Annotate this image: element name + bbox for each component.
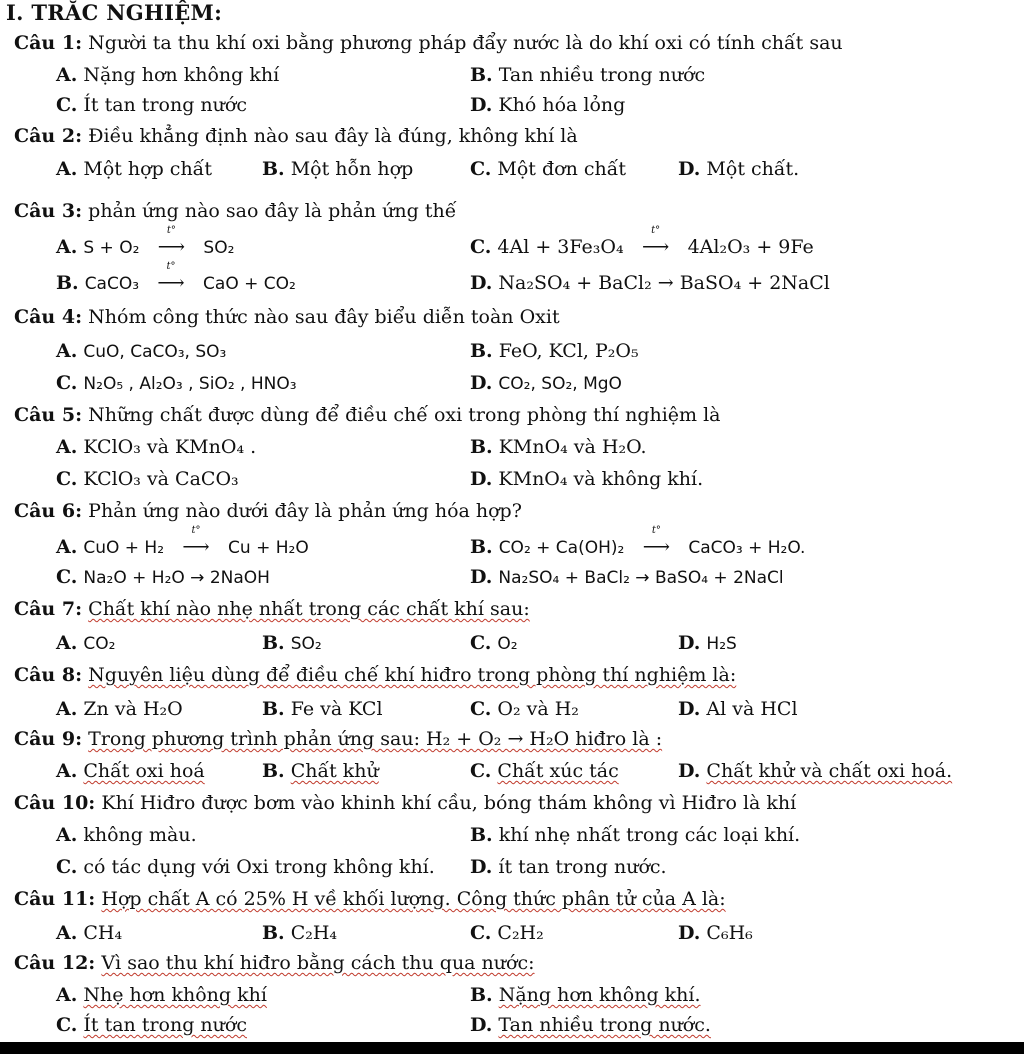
q7-option-b: B. SO₂ — [262, 632, 322, 654]
section-heading: I. TRẮC NGHIỆM: — [6, 0, 223, 25]
question-10: Câu 10: Khí Hiđro được bơm vào khinh khí cầu, bóng thám không vì Hiđro là khí — [14, 792, 797, 814]
q8-option-b: B. Fe và KCl — [262, 698, 383, 720]
bottom-edge-bar — [0, 1042, 1024, 1054]
q5-option-a: A. KClO₃ và KMnO₄ . — [56, 436, 257, 458]
q10-option-a: A. không màu. — [56, 824, 197, 846]
q12-option-b: B. Nặng hơn không khí. — [470, 984, 701, 1006]
q7-option-a: A. CO₂ — [56, 632, 116, 654]
q8-option-d: D. Al và HCl — [678, 698, 798, 720]
q9-option-c: C. Chất xúc tác — [470, 760, 619, 782]
question-8: Câu 8: Nguyên liệu dùng để điều chế khí hiđro trong phòng thí nghiệm là: — [14, 664, 737, 686]
q9-option-a: A. Chất oxi hoá — [56, 760, 205, 782]
q1-option-a: A. Nặng hơn không khí — [56, 64, 280, 86]
q8-option-c: C. O₂ và H₂ — [470, 698, 579, 720]
q11-option-c: C. C₂H₂ — [470, 922, 544, 944]
reaction-arrow: t° ⟶ — [157, 225, 186, 258]
question-3: Câu 3: phản ứng nào sao đây là phản ứng thế — [14, 200, 457, 222]
q12-option-c: C. Ít tan trong nước — [56, 1014, 247, 1036]
q3-option-d: D. Na₂SO₄ + BaCl₂ → BaSO₄ + 2NaCl — [470, 272, 830, 294]
q2-option-b: B. Một hỗn hợp — [262, 158, 414, 180]
q4-option-d: D. CO₂, SO₂, MgO — [470, 372, 622, 394]
question-11: Câu 11: Hợp chất A có 25% H về khối lượng. Công thức phân tử của A là: — [14, 888, 726, 910]
q4-option-a: A. CuO, CaCO₃, SO₃ — [56, 340, 227, 362]
q11-option-b: B. C₂H₄ — [262, 922, 338, 944]
question-6: Câu 6: Phản ứng nào dưới đây là phản ứng hóa hợp? — [14, 500, 522, 522]
q1-option-b: B. Tan nhiều trong nước — [470, 64, 706, 86]
q6-option-b: B. CO₂ + Ca(OH)₂ t° ⟶ CaCO₃ + H₂O. — [470, 525, 806, 558]
q11-option-a: A. CH₄ — [56, 922, 123, 944]
q1-option-d: D. Khó hóa lỏng — [470, 94, 626, 116]
q10-option-c: C. có tác dụng với Oxi trong không khí. — [56, 856, 435, 878]
q12-option-d: D. Tan nhiều trong nước. — [470, 1014, 711, 1036]
reaction-arrow: t° ⟶ — [641, 225, 670, 258]
q11-option-d: D. C₆H₆ — [678, 922, 753, 944]
q7-option-d: D. H₂S — [678, 632, 737, 654]
q5-option-c: C. KClO₃ và CaCO₃ — [56, 468, 239, 490]
q2-option-a: A. Một hợp chất — [56, 158, 212, 180]
question-2: Câu 2: Điều khẳng định nào sau đây là đúng, không khí là — [14, 125, 578, 147]
question-12: Câu 12: Vì sao thu khí hiđro bằng cách thu qua nước: — [14, 952, 535, 974]
question-5: Câu 5: Những chất được dùng để điều chế oxi trong phòng thí nghiệm là — [14, 404, 721, 426]
q6-option-c: C. Na₂O + H₂O → 2NaOH — [56, 566, 270, 588]
reaction-arrow: t° ⟶ — [182, 525, 210, 558]
q9-option-d: D. Chất khử và chất oxi hoá. — [678, 760, 953, 782]
q6-option-d: D. Na₂SO₄ + BaCl₂ → BaSO₄ + 2NaCl — [470, 566, 784, 588]
q10-option-d: D. ít tan trong nước. — [470, 856, 667, 878]
q12-option-a: A. Nhẹ hơn không khí — [56, 984, 267, 1006]
q5-option-b: B. KMnO₄ và H₂O. — [470, 436, 647, 458]
q3-option-b: B. CaCO₃ t° ⟶ CaO + CO₂ — [56, 261, 296, 294]
q3-option-a: A. S + O₂ t° ⟶ SO₂ — [56, 225, 235, 258]
q5-option-d: D. KMnO₄ và không khí. — [470, 468, 704, 490]
reaction-arrow: t° ⟶ — [642, 525, 670, 558]
q9-option-b: B. Chất khử — [262, 760, 379, 782]
reaction-arrow: t° ⟶ — [157, 261, 185, 294]
q2-option-c: C. Một đơn chất — [470, 158, 627, 180]
q7-option-c: C. O₂ — [470, 632, 518, 654]
q1-option-c: C. Ít tan trong nước — [56, 94, 247, 116]
q3-option-c: C. 4Al + 3Fe₃O₄ t° ⟶ 4Al₂O₃ + 9Fe — [470, 225, 814, 258]
question-7: Câu 7: Chất khí nào nhẹ nhất trong các chất khí sau: — [14, 598, 530, 620]
q10-option-b: B. khí nhẹ nhất trong các loại khí. — [470, 824, 801, 846]
q8-option-a: A. Zn và H₂O — [56, 698, 183, 720]
question-9: Câu 9: Trong phương trình phản ứng sau: H₂ + O₂ → H₂O hiđro là : — [14, 728, 663, 750]
question-1: Câu 1: Người ta thu khí oxi bằng phương pháp đẩy nước là do khí oxi có tính chất sau — [14, 32, 843, 54]
q2-option-d: D. Một chất. — [678, 158, 800, 180]
q4-option-b: B. FeO, KCl, P₂O₅ — [470, 340, 639, 362]
q6-option-a: A. CuO + H₂ t° ⟶ Cu + H₂O — [56, 525, 309, 558]
question-4: Câu 4: Nhóm công thức nào sau đây biểu diễn toàn Oxit — [14, 306, 560, 328]
q4-option-c: C. N₂O₅ , Al₂O₃ , SiO₂ , HNO₃ — [56, 372, 297, 394]
